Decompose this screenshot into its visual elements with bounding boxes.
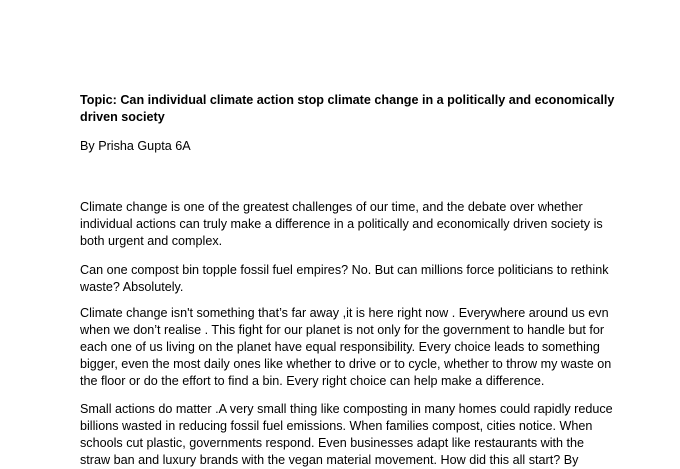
text-line: straw ban and luxury brands with the vegan material movement. How did this all start? By [80,453,579,467]
text-line: billions wasted in reducing fossil fuel emissions. When families compost, cities notice. When [80,419,593,433]
document-title [80,92,620,126]
paragraph-question [80,262,620,296]
text-line: the floor or do the effort to find a bin. Every right choice can help make a difference. [80,374,545,388]
text-line: both urgent and complex. [80,234,223,248]
text-line: Climate change is one of the greatest challenges of our time, and the debate over whether [80,200,583,214]
text-line: bigger, even the most daily ones like whether to drive or to cycle, whether to throw my waste on [80,357,612,371]
text-line: Climate change isn't something that’s far away ,it is here right now . Everywhere around us evn [80,306,609,320]
text-line: individual actions can truly make a difference in a politically and economically driven society is [80,217,603,231]
paragraph-small-actions [80,401,620,469]
text-line: waste? Absolutely. [80,280,184,294]
text-line: when we don’t realise . This fight for our planet is not only for the government to handle but for [80,323,605,337]
author-byline: By Prisha Gupta 6A [80,139,191,153]
paragraph-intro [80,199,620,250]
text-line: schools cut plastic, governments respond. Even businesses adapt like restaurants with the [80,436,585,450]
paragraph-responsibility [80,305,620,390]
text-line: each one of us living on the planet have equal responsibility. Every choice leads to something [80,340,600,354]
title-line: driven society [80,110,165,124]
text-line: Small actions do matter .A very small thing like composting in many homes could rapidly reduce [80,402,613,416]
text-line: Can one compost bin topple fossil fuel empires? No. But can millions force politicians to rethink [80,263,609,277]
title-line: Topic: Can individual climate action stop climate change in a politically and economically [80,93,615,107]
